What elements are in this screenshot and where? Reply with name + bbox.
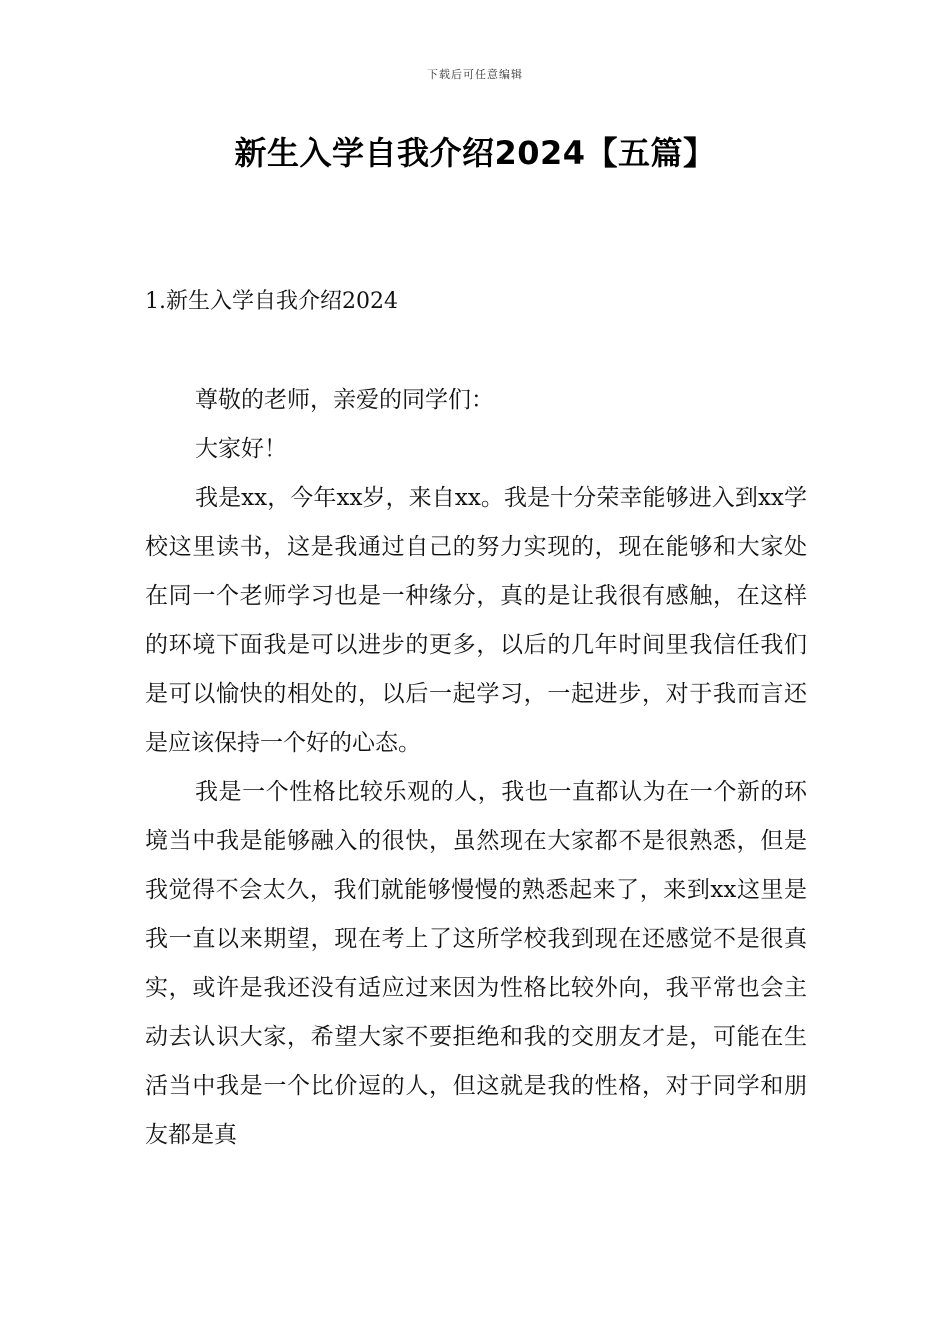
document-title: 新生入学自我介绍2024【五篇】 <box>234 134 716 172</box>
header-note: 下载后可任意编辑 <box>427 68 523 81</box>
paragraph-personality: 我是一个性格比较乐观的人，我也一直都认为在一个新的环境当中我是能够融入的很快，虽然现在大家都不是很熟悉，但是我觉得不会太久，我们就能够慢慢的熟悉起来了，来到xx这里是我一直以来期望，现在考上了这所学校我到现在还感觉不是很真实，或许是我还没有适应过来因为性格比较外向，我平常也会主动去认识大家，希望大家不要拒绝和我的交朋友才是，可能在生活当中我是一个比价逗的人，但这就是我的性格，对于同学和朋友都是真 <box>145 779 807 1148</box>
body-text <box>145 376 807 1160</box>
paragraph-introduction: 我是xx，今年xx岁，来自xx。我是十分荣幸能够进入到xx学校这里读书，这是我通过自己的努力实现的，现在能够和大家处在同一个老师学习也是一种缘分，真的是让我很有感触，在这样的环境下面我是可以进步的更多，以后的几年时间里我信任我们是可以愉快的相处的，以后一起学习，一起进步，对于我而言还是应该保持一个好的心态。 <box>145 485 807 756</box>
section-heading: 1.新生入学自我介绍2024 <box>145 289 398 314</box>
paragraph-salutation: 尊敬的老师，亲爱的同学们： <box>195 387 494 413</box>
paragraph-greeting: 大家好！ <box>195 436 287 462</box>
